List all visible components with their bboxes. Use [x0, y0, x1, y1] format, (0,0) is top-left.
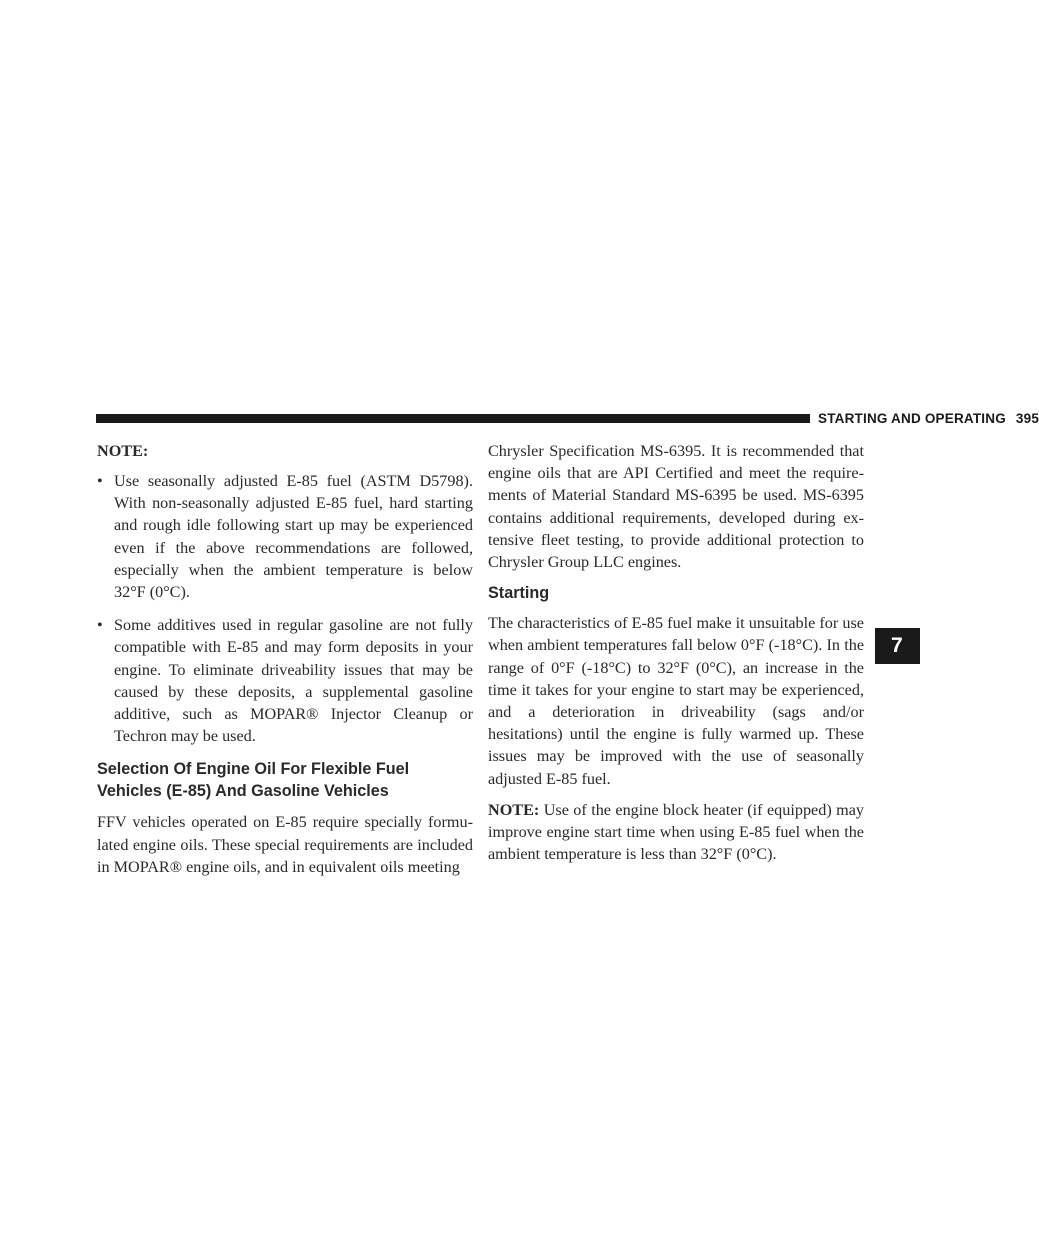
running-header: [818, 411, 1039, 427]
engine-heater-note: [488, 799, 864, 866]
engine-oil-paragraph: FFV vehicles operated on E-85 require specially formu-lated engine oils. These special requirements are included in MOPAR® engine oils, and in equivalent oils meeting: [97, 813, 473, 876]
engine-oil-paragraph-continued: Chrysler Specification MS-6395. It is recommended that engine oils that are API Certified and meet the require-ments of Material Standard MS-6395 be used. MS-6395 contains additional requirements, developed during ex-tensive fleet testing, to provide additional protection to Chrysler Group LLC engines.: [488, 442, 864, 572]
left-column: [97, 440, 473, 887]
bullet-dot-icon: •: [97, 616, 103, 635]
section-title: STARTING AND OPERATING: [818, 411, 1006, 426]
bullet-item: [97, 470, 473, 603]
bullet-dot-icon: •: [97, 472, 103, 490]
header-rule: [96, 414, 810, 423]
note-label: NOTE:: [488, 800, 540, 819]
page-number: 395: [1015, 411, 1039, 426]
note-label: NOTE:: [97, 442, 149, 460]
starting-paragraph: The characteristics of E-85 fuel make it unsuitable for use when ambient temperatures fall below 0°F (-18°C). In the range of 0°F (-18°C) to 32°F (0°C), an increase in the time it takes for your engine to start may be experienced, and a deterioration in driveability (sags and/or hesitations) until the engine is fully warmed up. These issues may be improved with the use of seasonally adjusted E-85 fuel.: [488, 614, 864, 788]
right-column: [488, 440, 864, 874]
note-text: Use of the engine block heater (if equipped) may improve engine start time when using E-85 fuel when the ambient temperature is less than 32°F (0°C).: [488, 800, 864, 864]
chapter-tab: 7: [875, 628, 920, 664]
section-heading-starting: Starting: [488, 584, 550, 603]
bullet-item: [97, 614, 473, 747]
bullet-text: Use seasonally adjusted E-85 fuel (ASTM D5798). With non-seasonally adjusted E-85 fuel, hard starting and rough idle following start up may be experienced even if the above recommendations are followed, especially when the ambient temperature is below 32°F (0°C).: [114, 472, 473, 602]
section-heading-engine-oil: Selection Of Engine Oil For Flexible Fuel Vehicles (E-85) And Gasoline Vehicles: [97, 760, 410, 801]
bullet-text: Some additives used in regular gasoline are not fully compatible with E-85 and may form deposits in your engine. To eliminate driveability issues that may be caused by these deposits, a supplemental gasoline additive, such as MOPAR® Injector Cleanup or Techron may be used.: [114, 616, 473, 746]
